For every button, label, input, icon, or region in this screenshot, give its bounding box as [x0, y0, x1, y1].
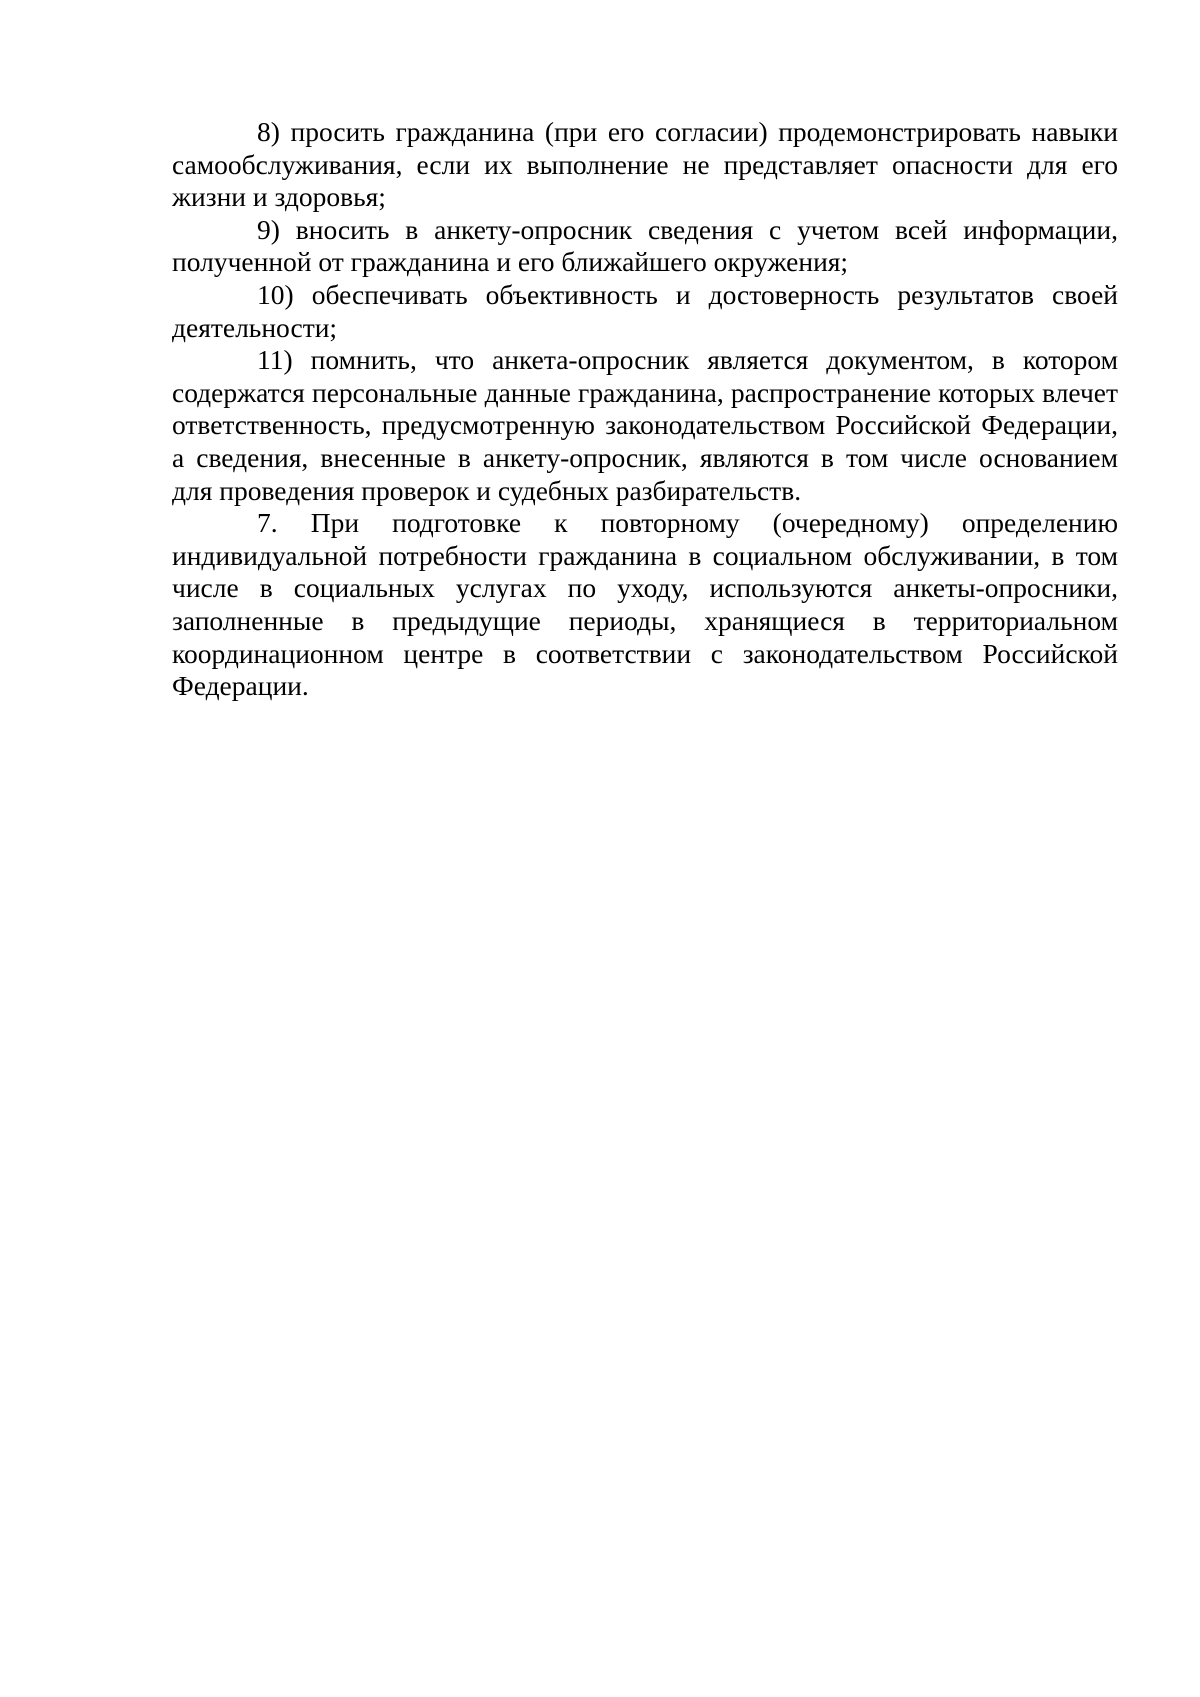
- paragraph-item-8: 8) просить гражданина (при его согласии) продемонстрировать навыки самообслуживания, если их выполнение не представляет опасности для его жизни и здоровья;: [172, 116, 1118, 213]
- paragraph-item-11: 11) помнить, что анкета-опросник является документом, в котором содержатся персональные данные гражданина, распространение которых влечет ответственность, предусмотренную законодательством Российской Федерации, а сведения, внесенные в анкету-опросник, являются в том числе основанием для проведения проверок и судебных разбирательств.: [172, 344, 1118, 506]
- document-body: [172, 116, 1118, 703]
- paragraph-item-10: 10) обеспечивать объективность и достоверность результатов своей деятельности;: [172, 278, 1118, 343]
- paragraph-clause-7: 7. При подготовке к повторному (очередному) определению индивидуальной потребности гражданина в социальном обслуживании, в том числе в социальных услугах по уходу, используются анкеты-опросники, заполненные в предыдущие периоды, хранящиеся в территориальном координационном центре в соответствии с законодательством Российской Федерации.: [172, 507, 1118, 702]
- paragraph-item-9: 9) вносить в анкету-опросник сведения с учетом всей информации, полученной от гражданина и его ближайшего окружения;: [172, 213, 1118, 278]
